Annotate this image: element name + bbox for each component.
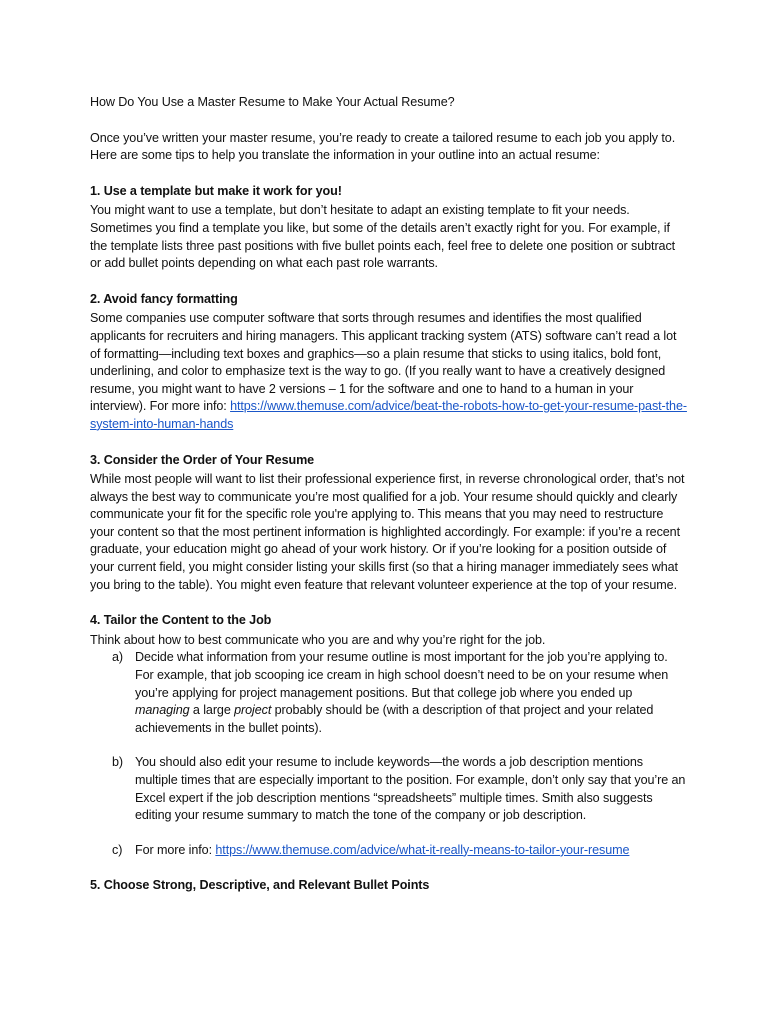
project-emphasis: project	[234, 703, 272, 718]
list-item-a-text	[135, 650, 668, 734]
list-item-a-text-2: a large	[189, 703, 235, 718]
list-item-c-text: For more info:	[135, 842, 216, 857]
section-3-body: While most people will want to list their professional experience first, in reverse chronological order, that’s not always the best way to communicate you’re most qualified for a job. Your resume should quickly and clearly communicate your fit for the specific role you're applying to. This means that you may need to restructure your content so that the most pertinent information is highlighted accordingly. For example: if you’re a recent graduate, your education might go ahead of your work history. Or if you’re looking for a position outside of your current field, you might consider listing your skills first (so that a hiring manager immediately sees what you bring to the table). You might even feature that relevant volunteer experience at the top of your resume.	[90, 472, 685, 592]
list-marker-a: a)	[112, 650, 123, 665]
list-item-a-text-1: Decide what information from your resume outline is most important for the job you’re applying to. For example, that job scooping ice cream in high school doesn’t need to be on your resume when you’re applying for project management positions. But that college job where you ended up	[135, 650, 669, 700]
tailor-resume-link[interactable]: https://www.themuse.com/advice/what-it-really-means-to-tailor-your-resume	[215, 842, 630, 857]
list-item-c	[90, 842, 688, 860]
document-title: How Do You Use a Master Resume to Make Your Actual Resume?	[90, 95, 455, 109]
tailor-list	[90, 649, 688, 859]
list-item-b-text: You should also edit your resume to include keywords—the words a job description mentions multiple times that are especially important to the position. For example, don’t only say that you’re an Excel expert if the job description mentions “spreadsheets” multiple times. Smith also suggests editing your resume summary to match the tone of the company or job description.	[135, 755, 686, 823]
section-4	[90, 612, 688, 859]
list-item-a-text-3: probably should be (with a description of that project and your related achievements in the bullet points).	[135, 703, 654, 735]
section-4-heading: 4. Tailor the Content to the Job	[90, 613, 272, 628]
section-3	[90, 452, 688, 595]
section-1	[90, 183, 688, 273]
section-5	[90, 877, 688, 895]
section-1-heading: 1. Use a template but make it work for you!	[90, 183, 342, 198]
section-1-body: You might want to use a template, but don’t hesitate to adapt an existing template to fit your needs. Sometimes you find a template you like, but some of the details aren’t exactly right for you. For example, if the template lists three past positions with five bullet points each, feel free to delete one position or subtract or add bullet points depending on what each past role warrants.	[90, 203, 676, 271]
managing-emphasis: managing	[135, 703, 190, 718]
list-marker-c: c)	[112, 842, 123, 857]
section-3-heading: 3. Consider the Order of Your Resume	[90, 452, 315, 467]
section-4-body: Think about how to best communicate who you are and why you’re right for the job.	[90, 632, 546, 647]
list-item-a	[90, 649, 688, 737]
intro-paragraph: Once you’ve written your master resume, you’re ready to create a tailored resume to each job you apply to. Here are some tips to help you translate the information in your outline into an actual resume:	[90, 130, 676, 163]
section-2	[90, 291, 688, 434]
list-marker-b: b)	[112, 755, 123, 770]
section-2-body-text: Some companies use computer software that sorts through resumes and identifies the most qualified applicants for recruiters and hiring managers. This applicant tracking system (ATS) software can’t read a lot of formatting—including text boxes and graphics—so a plain resume that sticks to using italics, bold font, underlining, and color to emphasize text is the way to go. (If you really want to have a creatively designed resume, you might want to have 2 versions – 1 for the software and one to hand to a human in your interview). For more info:	[90, 311, 677, 414]
section-5-heading: 5. Choose Strong, Descriptive, and Relevant Bullet Points	[90, 878, 430, 893]
beat-the-robots-link[interactable]: https://www.themuse.com/advice/beat-the-robots-how-to-get-your-resume-past-the-system-into-human-hands	[90, 399, 687, 431]
section-2-body	[90, 310, 688, 433]
list-item-b	[90, 754, 688, 824]
section-2-heading: 2. Avoid fancy formatting	[90, 291, 238, 306]
